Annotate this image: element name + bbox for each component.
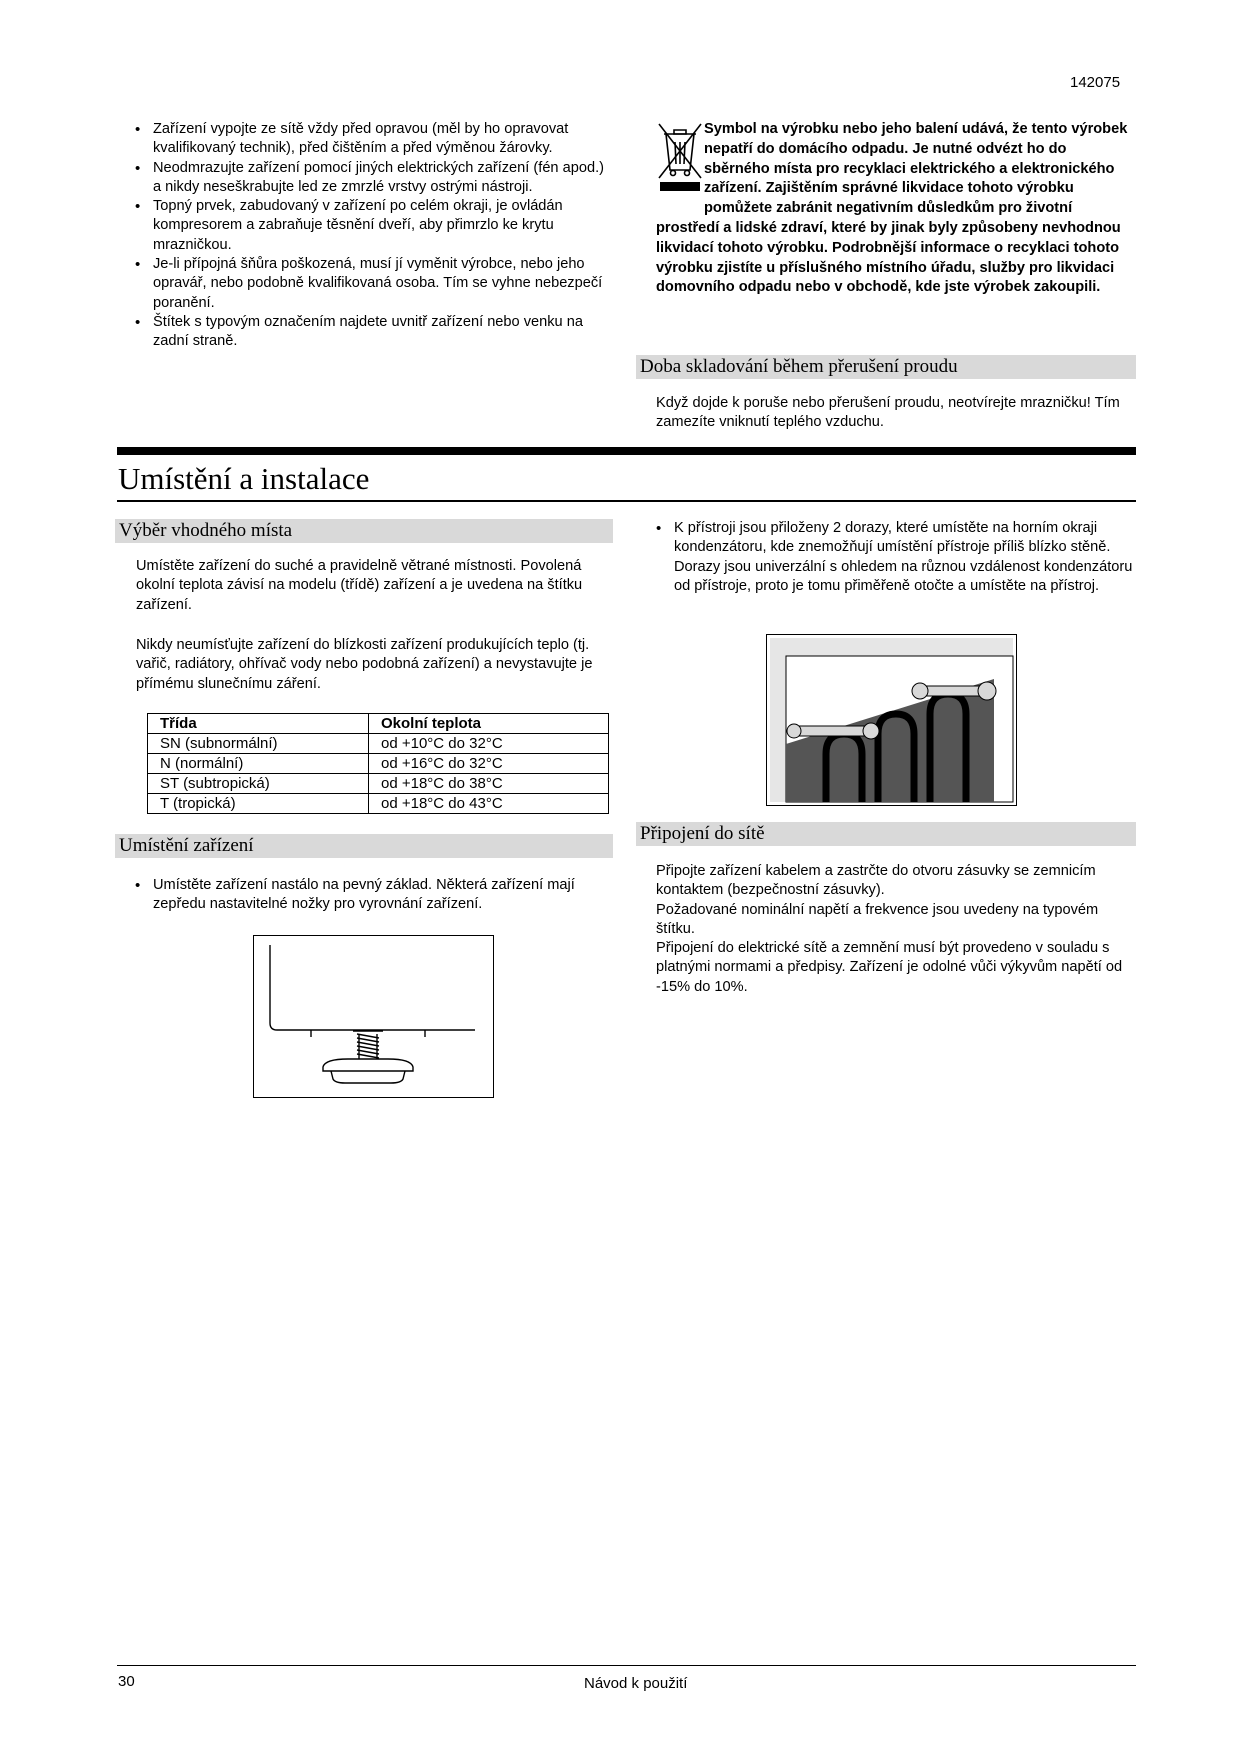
section-top-rule: [117, 447, 1136, 455]
table-cell: od +18°C do 38°C: [369, 774, 609, 794]
table-cell: T (tropická): [148, 794, 369, 814]
footer-title: Návod k použití: [584, 1675, 688, 1692]
document-number: 142075: [1070, 74, 1121, 91]
table-row: [148, 774, 609, 794]
storage-heading: Doba skladování během přerušení proudu: [636, 355, 1136, 379]
recycling-notice: [656, 120, 1136, 298]
table-cell: N (normální): [148, 754, 369, 774]
table-row: [148, 794, 609, 814]
table-row: [148, 734, 609, 754]
adjustable-foot-illustration: [253, 935, 494, 1098]
table-cell: od +16°C do 32°C: [369, 754, 609, 774]
location-heading: Výběr vhodného místa: [115, 519, 613, 543]
power-paragraph-2: Požadované nominální napětí a frekvence jsou uvedeny na typovém štítku.: [656, 901, 1099, 937]
list-item: • K přístroji jsou přiloženy 2 dorazy, které umístěte na horním okraji kondenzátoru, kde znemožňují umístění přístroje příliš blízko stěně. Dorazy jsou univerzální s ohledem na různou vzdálenost kondenzátoru od přístroje, proto je tomu přiměřeně otočte a umístěte na přístroj.: [656, 519, 1136, 596]
recycling-text: Symbol na výrobku nebo jeho balení udává, že tento výrobek nepatří do domácího odpadu. Je nutné odvézt ho do sběrného místa pro recyklaci elektrického a elektronického zařízení. Zajištěním správné likvidace tohoto výrobku pomůžete zabránit negativním důsledkům pro životní prostředí a lidské zdraví, které by jinak byly způsobeny nevhodnou likvidací tohoto výrobku. Podrobnější informace o recyklaci tohoto výrobku zjistíte u příslušného místního úřadu, služby pro likvidaci domovního odpadu nebo v obchodě, kde jste výrobek zakoupili.: [656, 121, 1128, 296]
table-cell: od +18°C do 43°C: [369, 794, 609, 814]
list-item: • Je-li přípojná šňůra poškozená, musí jí vyměnit výrobce, nebo jeho opravář, nebo podobně kvalifikovaná osoba. Tím se vyhne nebezpečí poranění.: [135, 255, 605, 313]
spacer-bullets: [656, 519, 1136, 596]
list-item: • Topný prvek, zabudovaný v zařízení po celém okraji, je ovládán kompresorem a zabraňuje těsnění dveří, aby přimrzlo ke krytu mrazničkou.: [135, 197, 605, 255]
safety-bullets: [135, 120, 605, 352]
table-cell: SN (subnormální): [148, 734, 369, 754]
page-number: 30: [118, 1673, 135, 1690]
power-paragraph-1: Připojte zařízení kabelem a zastrčte do otvoru zásuvky se zemnicím kontaktem (bezpečnostní zásuvky).: [656, 863, 1096, 899]
power-heading: Připojení do sítě: [636, 822, 1136, 846]
table-row: [148, 754, 609, 774]
table-cell: od +10°C do 32°C: [369, 734, 609, 754]
table-header: Okolní teplota: [369, 714, 609, 734]
climate-class-table: [147, 713, 609, 814]
table-cell: ST (subtropická): [148, 774, 369, 794]
placement-bullets: [135, 876, 610, 915]
table-header-row: [148, 714, 609, 734]
storage-text: Když dojde k poruše nebo přerušení proudu, neotvírejte mrazničku! Tím zamezíte vniknutí teplého vzduchu.: [656, 395, 1120, 431]
section-title: Umístění a instalace: [118, 461, 370, 496]
footer-rule: [117, 1665, 1136, 1666]
list-item: • Neodmrazujte zařízení pomocí jiných elektrických zařízení (fén apod.) a nikdy neseškrabujte led ze zmrzlé vrstvy ostrými nástroji.: [135, 159, 605, 198]
table-header: Třída: [148, 714, 369, 734]
power-text: [656, 862, 1136, 997]
section-bottom-rule: [117, 500, 1136, 502]
power-paragraph-3: Připojení do elektrické sítě a zemnění musí být provedeno v souladu s platnými normami a předpisy. Zařízení je odolné vůči výkyvům napětí od -15% do 10%.: [656, 940, 1123, 995]
list-item: • Štítek s typovým označením najdete uvnitř zařízení nebo venku na zadní straně.: [135, 313, 605, 352]
wall-spacer-illustration: [766, 634, 1017, 806]
location-paragraph-1: Umístěte zařízení do suché a pravidelně větrané místnosti. Povolená okolní teplota závisí na modelu (třídě) zařízení a je uvedena na štítku zařízení.: [136, 558, 583, 613]
list-item: • Zařízení vypojte ze sítě vždy před opravou (měl by ho opravovat kvalifikovaný technik), před čištěním a před výměnou žárovky.: [135, 120, 605, 159]
list-item: • Umístěte zařízení nastálo na pevný základ. Některá zařízení mají zepředu nastavitelné nožky pro vyrovnání zařízení.: [135, 876, 610, 915]
placement-heading: Umístění zařízení: [115, 834, 613, 858]
location-paragraph-2: Nikdy neumísťujte zařízení do blízkosti zařízení produkujících teplo (tj. vařič, radiátory, ohřívač vody nebo podobná zařízení) a nevystavujte je přímému slunečnímu záření.: [136, 637, 593, 692]
